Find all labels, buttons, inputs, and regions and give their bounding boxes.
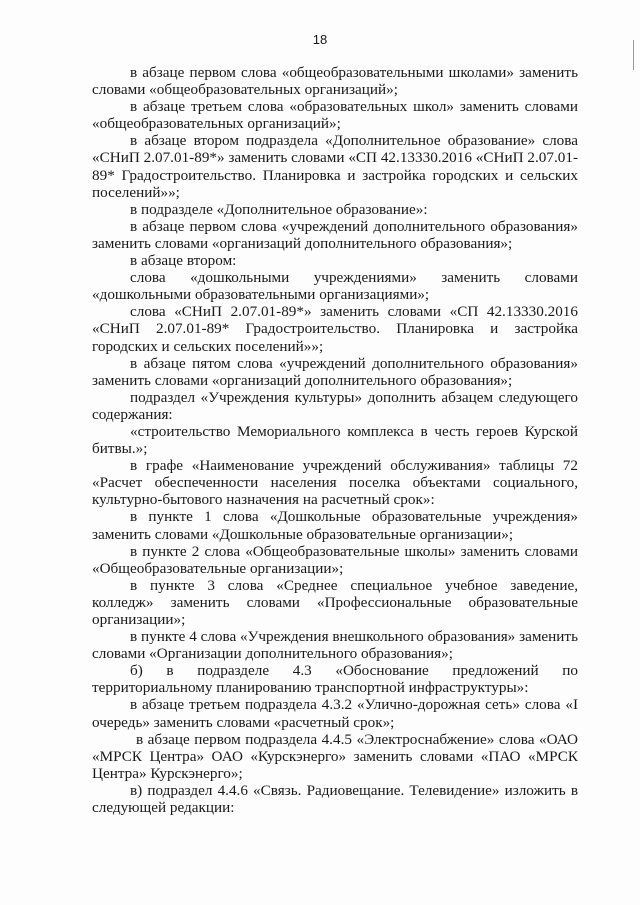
paragraph: в) подраздел 4.4.6 «Связь. Радиовещание. Телевидение» изложить в следующей редакции: xyxy=(92,781,578,817)
paragraph: в пункте 4 слова «Учреждения внешкольного образования» заменить словами «Организации дополнительного образования»; xyxy=(92,628,578,663)
paragraph: в пункте 3 слова «Среднее специальное учебное заведение, колледж» заменить словами «Профессиональные образовательные организации»; xyxy=(92,576,578,628)
paragraph: слова «дошкольными учреждениями» заменить словами «дошкольными образовательными организациями»; xyxy=(92,269,578,304)
scan-edge-mark xyxy=(633,40,634,70)
paragraph: подраздел «Учреждения культуры» дополнить абзацем следующего содержания: xyxy=(92,388,578,423)
paragraph: в абзаце первом подраздела 4.4.5 «Электроснабжение» слова «ОАО «МРСК Центра» ОАО «Курскэнерго» заменить словами «ПАО «МРСК Центра» Курскэнерго»; xyxy=(92,730,578,782)
paragraph: «строительство Мемориального комплекса в честь героев Курской битвы.»; xyxy=(92,422,578,458)
paragraph: в абзаце пятом слова «учреждений дополнительного образования» заменить словами «организаций дополнительного образования»; xyxy=(92,354,578,389)
paragraph: в абзаце третьем слова «образовательных школ» заменить словами «общеобразовательных организаций»; xyxy=(92,98,578,133)
paragraph: в абзаце первом слова «общеобразовательными школами» заменить словами «общеобразовательных организаций»; xyxy=(92,64,578,99)
paragraph: в абзаце третьем подраздела 4.3.2 «Улично-дорожная сеть» слова «I очередь» заменить словами «расчетный срок»; xyxy=(92,696,578,731)
page-number: 18 xyxy=(312,32,328,47)
paragraph: слова «СНиП 2.07.01-89*» заменить словами «СП 42.13330.2016 «СНиП 2.07.01-89* Градостроительство. Планировка и застройка городских и сельских поселений»»; xyxy=(92,303,578,355)
paragraph: в абзаце втором подраздела «Дополнительное образование» слова «СНиП 2.07.01-89*» заменить словами «СП 42.13330.2016 «СНиП 2.07.01-89* Градостроительство. Планировка и застройка городских и сельских поселений»»; xyxy=(92,132,578,201)
paragraph: в абзаце втором: xyxy=(130,252,237,270)
paragraph: в подразделе «Дополнительное образование»: xyxy=(130,200,428,218)
paragraph: в абзаце первом слова «учреждений дополнительного образования» заменить словами «организаций дополнительного образования»; xyxy=(92,217,578,252)
document-body xyxy=(92,64,578,816)
paragraph: б) в подразделе 4.3 «Обоснование предложений по территориальному планированию транспортной инфраструктуры»: xyxy=(92,662,578,697)
paragraph: в пункте 2 слова «Общеобразовательные школы» заменить словами «Общеобразовательные организации»; xyxy=(92,542,578,577)
paragraph: в графе «Наименование учреждений обслуживания» таблицы 72 «Расчет обеспеченности населения поселка объектами социального, культурно-бытового назначения на расчетный срок»: xyxy=(92,457,578,509)
paragraph: в пункте 1 слова «Дошкольные образовательные учреждения» заменить словами «Дошкольные образовательные организации»; xyxy=(92,508,578,543)
